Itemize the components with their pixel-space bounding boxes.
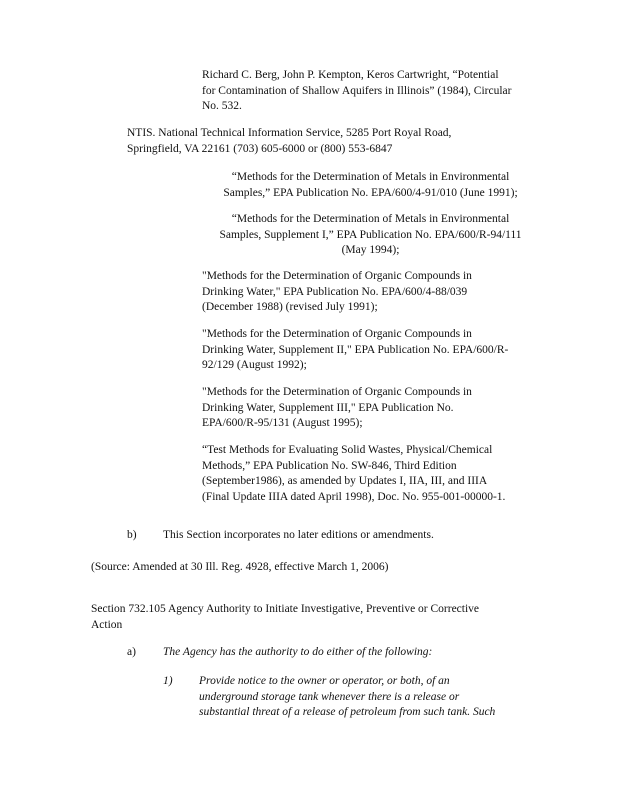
citation-organic-supplement-iii: [202, 385, 472, 432]
citation-line: (May 1994);: [341, 244, 400, 256]
citation-line: “Methods for the Determination of Metals in Environmental: [231, 213, 510, 225]
citation-berg: [202, 68, 512, 115]
source-note: (Source: Amended at 30 Ill. Reg. 4928, effective March 1, 2006): [91, 561, 389, 573]
section-heading-line: Section 732.105 Agency Authority to Initiate Investigative, Preventive or Corrective: [91, 603, 480, 615]
citation-ntis: [127, 126, 451, 157]
citation-line: "Methods for the Determination of Organic Compounds in: [202, 270, 472, 282]
citation-line: Drinking Water," EPA Publication No. EPA/600/4-88/039: [202, 285, 468, 298]
citation-metals: [198, 170, 543, 201]
citation-line: (September1986), as amended by Updates I, IIA, III, and IIIA: [202, 475, 488, 487]
citation-line: "Methods for the Determination of Organic Compounds in: [202, 328, 472, 340]
citation-line: 92/129 (August 1992);: [202, 359, 307, 371]
subsection-a: [0, 645, 619, 661]
item-1-body: [199, 674, 495, 721]
subsection-b-label: b): [127, 529, 137, 541]
citation-line: (Final Update IIIA dated April 1998), Doc. No. 955-001-00000-1.: [202, 490, 506, 503]
subsection-a-text: The Agency has the authority to do either of the following:: [163, 646, 433, 658]
citation-line: (December 1988) (revised July 1991);: [202, 301, 378, 313]
citation-line: Drinking Water, Supplement III," EPA Publication No.: [202, 401, 454, 414]
citation-line: Methods,” EPA Publication No. SW-846, Third Edition: [202, 459, 457, 472]
item-1-line: underground storage tank whenever there is a release or: [199, 690, 460, 703]
item-1-line: Provide notice to the owner or operator, or both, of an: [199, 675, 450, 687]
citation-line: Samples, Supplement I,” EPA Publication No. EPA/600/R-94/111: [219, 228, 522, 241]
citation-line: "Methods for the Determination of Organic Compounds in: [202, 386, 472, 398]
citation-line: Richard C. Berg, John P. Kempton, Keros Cartwright, “Potential: [202, 69, 499, 81]
citation-line: No. 532.: [202, 100, 242, 112]
citation-line: NTIS. National Technical Information Service, 5285 Port Royal Road,: [127, 127, 452, 139]
citation-sw846: [202, 443, 505, 505]
section-heading-line: Action: [91, 618, 123, 631]
citation-line: “Methods for the Determination of Metals in Environmental: [231, 171, 510, 183]
subsection-a-label: a): [127, 646, 136, 658]
citation-line: for Contamination of Shallow Aquifers in Illinois” (1984), Circular: [202, 84, 512, 97]
item-1-label: 1): [163, 675, 173, 687]
citation-line: EPA/600/R-95/131 (August 1995);: [202, 417, 363, 429]
citation-metals-supplement: [198, 212, 543, 259]
item-1-line: substantial threat of a release of petroleum from such tank. Such: [199, 706, 496, 718]
section-heading: [91, 602, 479, 633]
citation-organic: [202, 269, 472, 316]
citation-line: Samples,” EPA Publication No. EPA/600/4-91/010 (June 1991);: [223, 186, 518, 199]
subsection-b-text: This Section incorporates no later editions or amendments.: [163, 529, 434, 541]
subsection-b: [0, 528, 619, 544]
citation-line: Springfield, VA 22161 (703) 605-6000 or (800) 553-6847: [127, 142, 393, 155]
item-1: [0, 674, 619, 724]
citation-organic-supplement-ii: [202, 327, 508, 374]
citation-line: Drinking Water, Supplement II," EPA Publication No. EPA/600/R-: [202, 343, 509, 356]
citation-line: “Test Methods for Evaluating Solid Wastes, Physical/Chemical: [202, 444, 493, 456]
